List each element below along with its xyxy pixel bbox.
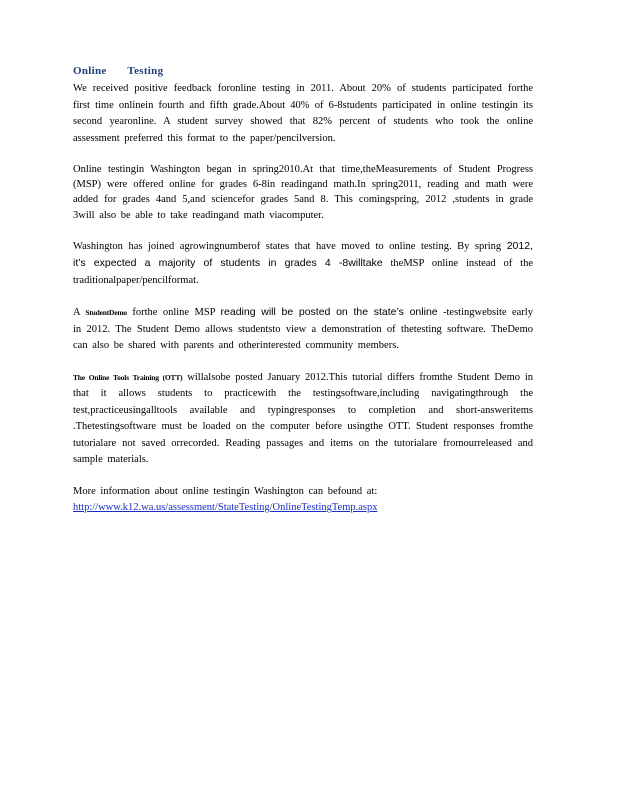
paragraph-ott [73,370,533,469]
paragraph-demo-text-e: -testingwebsite early in 2012. The Student Demo allows studentsto view a demonstration of thetesting software. TheDemo can also be shared with parents and otherinterested community members. [73,307,533,352]
paragraph-ott-text: willalsobe posted January 2012.This tutorial differs fromthe Student Demo in that it allows students to practicewith the testingsoftware,including navigatingthrough the test,practiceusingalltools available and typingresponses to completion and short-answeritems .Thetestingsoftware must be loaded on the computer before usingthe OTT. Student responses fromthe tutorialare not saved orrecorded. Reading passages and items on the tutorialare fromourreleased and sample materials. [73,371,533,466]
paragraph-feedback: We received positive feedback foronline testing in 2011. About 20% of students participated forthe first time onlinein fourth and fifth grade.About 40% of 6-8students participated in online testingin its second yearonline. A student survey showed that 82% percent of students who took the online assessment preferred this format to the paper/pencilversion. [73,83,533,144]
paragraph-student-demo [73,304,533,355]
more-info-text: More information about online testingin Washington can befound at: [73,485,378,497]
document-page [73,64,533,532]
paragraph-more-info [73,484,533,517]
student-demo-term: StudentDemo [85,308,127,318]
ott-term: The Online Tools Training (OTT) [73,372,183,382]
paragraph-history: Online testingin Washington began in spring2010.At that time,theMeasurements of Student Progress (MSP) were offered online for grades 6-8in readingand math.In spring2011, reading and math were added for grades 4and 5,and sciencefor grades 5and 8. This comingspring, 2012 ,students in grade 3will also be able to take readingand math viacomputer. [73,164,533,221]
testing-info-link[interactable]: http://www.k12.wa.us/assessment/StateTesting/OnlineTestingTemp.aspx [73,502,378,514]
paragraph-washington-text-a: Washington has joined agrowingnumberof states that have moved to online testing. By spring [73,240,507,252]
paragraph-demo-text-a: A [73,307,86,319]
paragraph-demo-text-c: forthe online MSP [126,307,221,319]
paragraph-demo-emphasis: reading will be posted on the state’s online [220,306,438,319]
paragraph-washington-text-c: theMSP online instead of the traditionalpaper/pencilformat. [73,258,533,286]
paragraph-washington [73,238,533,290]
section-heading: Online Testing [73,65,164,77]
paragraph-washington-emphasis: 2012, it’s expected a majority of students in grades 4 -8willtake [73,239,533,270]
